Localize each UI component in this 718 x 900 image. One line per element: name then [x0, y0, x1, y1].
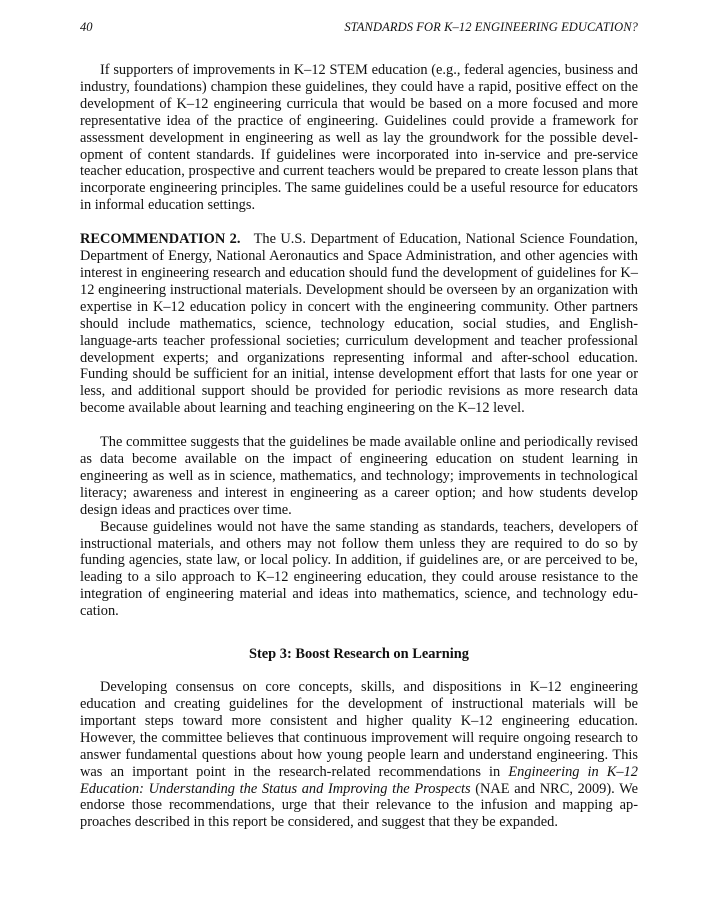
page-number: 40: [80, 20, 93, 34]
section-heading-step-3: Step 3: Boost Research on Learning: [249, 646, 469, 663]
paragraph-guidelines-impact: If supporters of improvements in K–12 STEM education (e.g., federal agencies, business and industry, foundations) champion these guidelines, they could have a rapid, positive effect on the development of K–12 engineering curricula that would be based on a more focused and more representative idea of the practice of engineering. Guidelines could provide a framework for assessment development in engineering as well as lay the groundwork for the possible development of content standards. If guidelines were incorporated into in-service and pre-service teacher education, prospective and current teachers would be prepared to create lesson plans that incorporate engineering principles. The same guidelines could be a useful resource for educators in informal education settings.: [80, 62, 638, 214]
recommendation-2-label: RECOMMENDATION 2.: [80, 231, 241, 248]
cited-report-title: Engineering in K–12 Education: Understanding the Status and Improving the Prospects: [80, 763, 638, 797]
recommendation-2-text: The U.S. Department of Education, National Science Foundation, Department of Energy, National Aeronautics and Space Administration, and other agencies with interest in engineering research and education should fund the development of guidelines for K–12 engineering instructional materials. Development should be overseen by an organization with expertise in K–12 education policy in concert with the engineering community. Other partners should include mathematics, science, technology education, social studies, and English-language-arts teacher professional societies; curriculum development and teacher professional development experts; and organizations representing informal and after-school education. Funding should be sufficient for an initial, intense development effort that lasts for one year or less, and additional support should be provided for periodic revisions as more research data become available about learning and teaching engineering on the K–12 level.: [80, 231, 638, 417]
research-text-after: (NAE and NRC, 2009). We endorse those recommendations, urge that their relevance to the infusion and mapping approaches described in this report be considered, and suggest that they be expanded.: [80, 780, 638, 831]
running-title: STANDARDS FOR K–12 ENGINEERING EDUCATION?: [344, 20, 638, 34]
recommendation-2: [80, 231, 638, 417]
research-text-before: Developing consensus on core concepts, skills, and dispositions in K–12 engineering education and creating guidelines for the development of instructional materials will be important steps toward more consistent and higher quality K–12 engineering education. However, the committee believes that continuous improvement will require ongoing research to answer fundamental questions about how young people learn and understand engineering. This was an important point in the research-related recommendations in: [80, 679, 638, 780]
page-header: [80, 18, 638, 36]
paragraph-research-on-learning: [80, 679, 638, 831]
paragraph-online-guidelines: The committee suggests that the guidelines be made available online and periodically revised as data become available on the impact of engineering education on student learning in engineering as well as in science, mathematics, and technology; improvements in technological literacy; awareness and interest in engineering as a career option; and how students develop design ideas and practices over time.: [80, 434, 638, 518]
document-page: [80, 18, 638, 831]
paragraph-standing-of-guidelines: Because guidelines would not have the same standing as standards, teachers, developers of instructional materials, and others may not follow them unless they are required to do so by funding agencies, state law, or local policy. In addition, if guidelines are, or are perceived to be, leading to a silo approach to K–12 engineering education, they could arouse resistance to the integration of engineering material and ideas into mathematics, science, and technology education.: [80, 518, 638, 620]
